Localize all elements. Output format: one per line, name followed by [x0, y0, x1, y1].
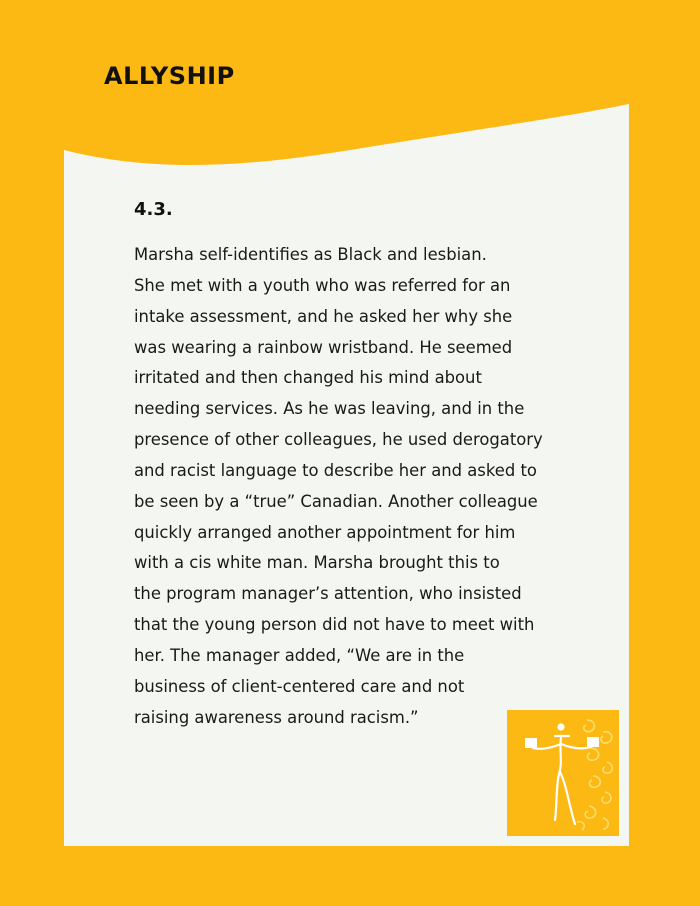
body-paragraph — [134, 240, 543, 734]
body-line: needing services. As he was leaving, and in the — [134, 399, 525, 419]
section-number: 4.3. — [134, 199, 173, 220]
body-line: Marsha self-identifies as Black and lesbian. — [134, 245, 487, 264]
body-line: business of client-centered care and not — [134, 676, 465, 696]
body-line: quickly arranged another appointment for him — [134, 522, 516, 542]
body-line: presence of other colleagues, he used derogatory — [134, 430, 543, 450]
body-line: be seen by a “true” Canadian. Another colleague — [134, 491, 538, 511]
body-line: raising awareness around racism.” — [134, 707, 419, 727]
person-balancing-icon — [507, 710, 619, 836]
body-line: intake assessment, and he asked her why she — [134, 306, 513, 326]
body-line: the program manager’s attention, who insisted — [134, 584, 522, 604]
body-line: was wearing a rainbow wristband. He seemed — [134, 337, 513, 357]
body-line: irritated and then changed his mind about — [134, 368, 482, 388]
body-line: that the young person did not have to meet with — [134, 615, 535, 635]
page-title: ALLYSHIP — [104, 62, 235, 90]
body-line: her. The manager added, “We are in the — [134, 645, 465, 665]
body-line: She met with a youth who was referred for an — [134, 275, 511, 295]
body-line: with a cis white man. Marsha brought this to — [134, 553, 500, 573]
body-line: and racist language to describe her and asked to — [134, 460, 537, 480]
